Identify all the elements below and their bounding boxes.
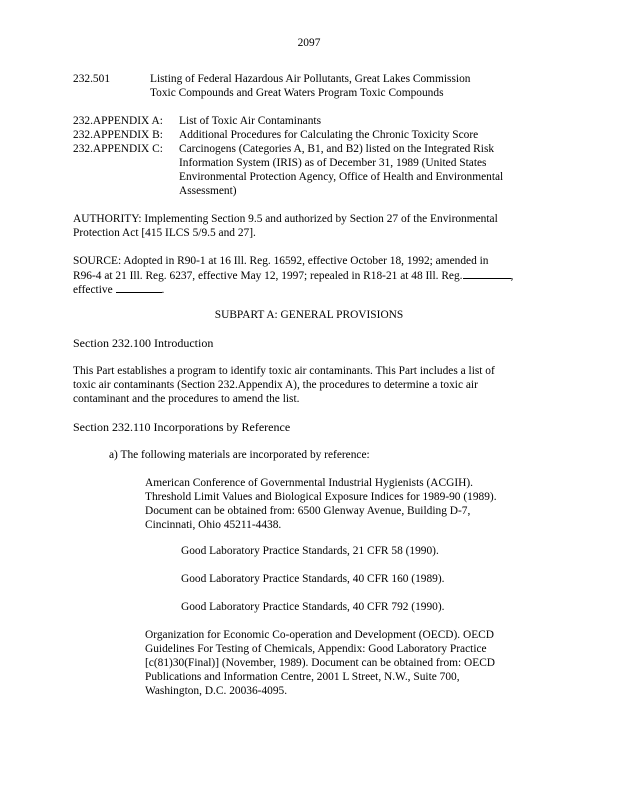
toc-appendix-c-title-line: Carcinogens (Categories A, B1, and B2) listed on the Integrated Risk <box>179 143 495 155</box>
toc-section-title-line: Toxic Compounds and Great Waters Program Toxic Compounds <box>150 87 444 99</box>
reference-entry-line: Document can be obtained from: 6500 Glenway Avenue, Building D-7, <box>145 505 471 517</box>
paragraph-line: contaminant and the procedures to amend the list. <box>73 393 300 405</box>
toc-section-title-line: Listing of Federal Hazardous Air Pollutants, Great Lakes Commission <box>150 73 471 85</box>
toc-section-number: 232.501 <box>73 73 111 85</box>
reference-entry-line: Cincinnati, Ohio 45211-4438. <box>145 519 282 531</box>
reference-entry: Good Laboratory Practice Standards, 21 CFR 58 (1990). <box>181 545 439 557</box>
paragraph-line: toxic air contaminants (Section 232.Appendix A), the procedures to determine a toxic air <box>73 379 478 391</box>
reference-entry-line: [c(81)30(Final)] (November, 1989). Document can be obtained from: OECD <box>145 657 496 669</box>
reference-entry-line: Threshold Limit Values and Biological Exposure Indices for 1989-90 (1989). <box>145 491 497 503</box>
source-note-text: , <box>510 270 514 282</box>
toc-appendix-c-title-line: Information System (IRIS) as of December 31, 1989 (United States <box>179 157 487 169</box>
authority-note-line: AUTHORITY: Implementing Section 9.5 and authorized by Section 27 of the Environmental <box>73 213 498 225</box>
paragraph-line: This Part establishes a program to identify toxic air contaminants. This Part includes a list of <box>73 365 495 377</box>
subsection-a: a) The following materials are incorporated by reference: <box>109 449 370 461</box>
reference-entry-line: Organization for Economic Co-operation and Development (OECD). OECD <box>145 629 495 641</box>
toc-appendix-a-title: List of Toxic Air Contaminants <box>179 115 321 127</box>
source-note-text: R96-4 at 21 Ill. Reg. 6237, effective May 12, 1997; repealed in R18-21 at 48 Ill. Reg. <box>73 270 463 282</box>
subpart-heading: SUBPART A: GENERAL PROVISIONS <box>214 309 404 321</box>
toc-appendix-c-code: 232.APPENDIX C: <box>73 143 163 155</box>
blank-line <box>463 268 511 279</box>
source-note-line <box>73 282 164 297</box>
section-heading: Section 232.100 Introduction <box>73 336 214 350</box>
source-note-text: . <box>161 284 165 296</box>
section-heading: Section 232.110 Incorporations by Reference <box>73 420 291 434</box>
toc-appendix-c-title-line: Environmental Protection Agency, Office of Health and Environmental <box>179 171 504 183</box>
toc-appendix-a-code: 232.APPENDIX A: <box>73 115 163 127</box>
reference-entry-line: American Conference of Governmental Industrial Hygienists (ACGIH). <box>145 477 474 489</box>
source-note-line: SOURCE: Adopted in R90-1 at 16 Ill. Reg. 16592, effective October 18, 1992; amended in <box>73 255 489 267</box>
reference-entry-line: Washington, D.C. 20036-4095. <box>145 685 288 697</box>
reference-entry-line: Publications and Information Centre, 2001 L Street, N.W., Suite 700, <box>145 671 460 683</box>
toc-appendix-b-title: Additional Procedures for Calculating the Chronic Toxicity Score <box>179 129 479 141</box>
source-note-text: effective <box>73 284 113 296</box>
page-number: 2097 <box>297 37 321 49</box>
blank-line <box>116 282 162 293</box>
reference-entry: Good Laboratory Practice Standards, 40 CFR 160 (1989). <box>181 573 445 585</box>
toc-appendix-b-code: 232.APPENDIX B: <box>73 129 163 141</box>
authority-note-line: Protection Act [415 ILCS 5/9.5 and 27]. <box>73 227 256 239</box>
toc-appendix-c-title-line: Assessment) <box>179 185 237 197</box>
reference-entry: Good Laboratory Practice Standards, 40 CFR 792 (1990). <box>181 601 445 613</box>
reference-entry-line: Guidelines For Testing of Chemicals, Appendix: Good Laboratory Practice <box>145 643 487 655</box>
